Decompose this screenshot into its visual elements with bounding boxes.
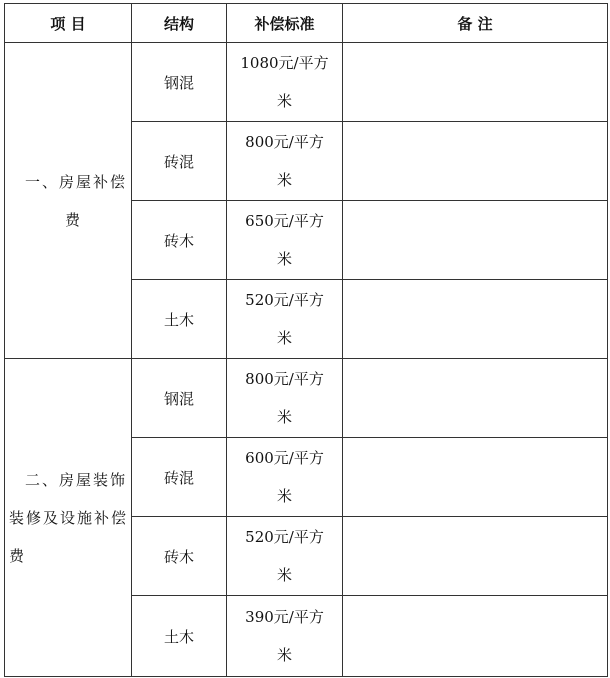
standard-line: 1080元/平方: [240, 54, 329, 72]
standard-line: 800元/平方: [245, 133, 324, 151]
standard-unit: 米: [276, 408, 292, 426]
standard-line: 600元/平方: [245, 449, 324, 467]
compensation-table: [4, 3, 608, 677]
remark-cell: [343, 438, 608, 517]
group-label-line: 费: [65, 210, 83, 229]
remark-cell: [343, 359, 608, 438]
group-label-line: 二、房屋装饰: [24, 470, 127, 489]
header-remark: 备 注: [343, 4, 608, 43]
standard-unit: 米: [276, 646, 292, 664]
standard-unit: 米: [276, 329, 292, 347]
standard-cell: [227, 517, 343, 596]
standard-line: 520元/平方: [245, 291, 324, 309]
structure-cell: 砖木: [132, 201, 227, 280]
structure-cell: 土木: [132, 280, 227, 359]
standard-line: 390元/平方: [245, 608, 324, 626]
standard-unit: 米: [276, 487, 292, 505]
remark-cell: [343, 43, 608, 122]
standard-unit: 米: [276, 171, 292, 189]
group-label-housing: [5, 43, 132, 359]
standard-cell: [227, 596, 343, 677]
standard-cell: [227, 43, 343, 122]
group-label-decoration: [5, 359, 132, 677]
header-standard: 补偿标准: [227, 4, 343, 43]
structure-cell: 钢混: [132, 43, 227, 122]
standard-unit: 米: [276, 566, 292, 584]
structure-cell: 钢混: [132, 359, 227, 438]
standard-line: 800元/平方: [245, 370, 324, 388]
group-label-line: 一、房屋补偿: [24, 172, 127, 191]
standard-unit: 米: [276, 250, 292, 268]
structure-cell: 砖混: [132, 122, 227, 201]
remark-cell: [343, 596, 608, 677]
standard-line: 650元/平方: [245, 212, 324, 230]
table-row: [5, 359, 608, 438]
standard-cell: [227, 438, 343, 517]
remark-cell: [343, 122, 608, 201]
header-row: [5, 4, 608, 43]
table-row: [5, 43, 608, 122]
standard-cell: [227, 201, 343, 280]
remark-cell: [343, 280, 608, 359]
standard-cell: [227, 280, 343, 359]
standard-unit: 米: [276, 92, 292, 110]
remark-cell: [343, 517, 608, 596]
standard-cell: [227, 122, 343, 201]
standard-line: 520元/平方: [245, 528, 324, 546]
standard-cell: [227, 359, 343, 438]
header-structure: 结构: [132, 4, 227, 43]
header-item: 项 目: [5, 4, 132, 43]
structure-cell: 土木: [132, 596, 227, 677]
remark-cell: [343, 201, 608, 280]
group-label-line: 装修及设施补偿: [9, 508, 129, 527]
group-label-line: 费: [9, 546, 27, 565]
structure-cell: 砖木: [132, 517, 227, 596]
structure-cell: 砖混: [132, 438, 227, 517]
